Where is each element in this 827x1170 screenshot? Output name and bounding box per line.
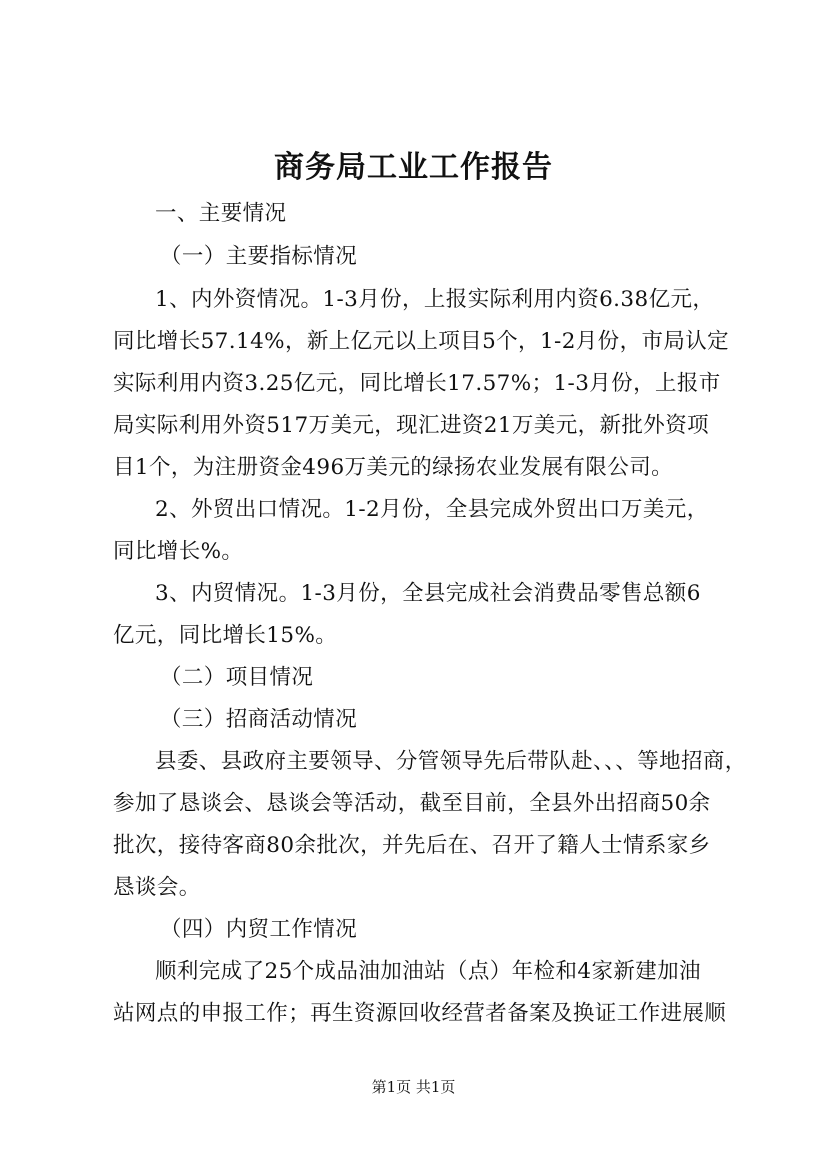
- paragraph-line: 实际利用内资3.25亿元，同比增长17.57%；1-3月份，上报市: [113, 371, 721, 396]
- paragraph-line: 批次，接待客商80余批次，并先后在、召开了籍人士情系家乡: [113, 833, 711, 858]
- paragraph-line: 1、内外资情况。1-3月份，上报实际利用内资6.38亿元，: [155, 287, 715, 312]
- paragraph-line: 3、内贸情况。1-3月份，全县完成社会消费品零售总额6: [155, 581, 701, 606]
- paragraph-line: 同比增长57.14%，新上亿元以上项目5个，1-2月份，市局认定: [113, 329, 730, 354]
- subsection-heading-domestic-trade: （四）内贸工作情况: [160, 917, 358, 942]
- paragraph-line: 参加了恳谈会、恳谈会等活动，截至目前，全县外出招商50余: [113, 791, 711, 816]
- paragraph-line: 顺利完成了25个成品油加油站（点）年检和4家新建加油: [155, 959, 701, 984]
- subsection-heading-indicators: （一）主要指标情况: [160, 244, 358, 269]
- page-footer: 第1页 共1页: [371, 1078, 456, 1096]
- paragraph-line: 恳谈会。: [113, 875, 201, 900]
- paragraph-line: 目1个，为注册资金496万美元的绿扬农业发展有限公司。: [113, 455, 674, 480]
- paragraph-line: 同比增长%。: [113, 539, 244, 564]
- paragraph-line: 站网点的申报工作；再生资源回收经营者备案及换证工作进展顺: [113, 1001, 727, 1026]
- paragraph-line: 局实际利用外资517万美元，现汇进资21万美元，新批外资项: [113, 413, 709, 438]
- paragraph-line: 亿元，同比增长15%。: [113, 623, 338, 648]
- subsection-heading-projects: （二）项目情况: [160, 665, 314, 690]
- paragraph-line: 2、外贸出口情况。1-2月份，全县完成外贸出口万美元，: [155, 497, 709, 522]
- subsection-heading-investment: （三）招商活动情况: [160, 707, 358, 732]
- section-heading-main-situation: 一、主要情况: [155, 201, 287, 226]
- page-title: 商务局工业工作报告: [274, 150, 553, 185]
- paragraph-line: 县委、县政府主要领导、分管领导先后带队赴、、、等地招商，: [155, 749, 747, 774]
